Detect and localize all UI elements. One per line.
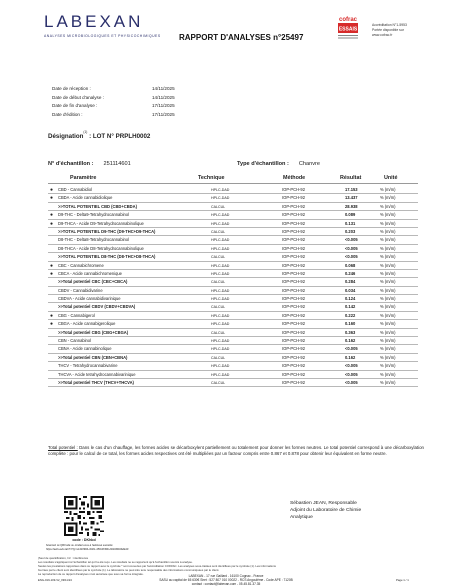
table-row bbox=[48, 320, 418, 328]
page-number: Page 1 / 1 bbox=[396, 578, 409, 582]
bullet-icon: ● bbox=[50, 212, 54, 219]
unit-cell: % (m/m) bbox=[380, 195, 396, 201]
table-row bbox=[48, 312, 418, 320]
unit-cell: % (m/m) bbox=[380, 279, 396, 285]
date-value: 14/11/2025 bbox=[152, 86, 175, 91]
param-cell: CBNA - Acide cannabinolique bbox=[58, 346, 112, 352]
sample-type-label: Type d'échantillon : bbox=[237, 161, 289, 167]
dates-block bbox=[52, 85, 175, 119]
unit-cell: % (m/m) bbox=[380, 338, 396, 344]
unit-cell: % (m/m) bbox=[380, 245, 396, 251]
param-cell: >>TOTAL POTENTIEL CBD (CBD+CBDA) bbox=[58, 203, 137, 209]
header-unit: Unité bbox=[384, 175, 398, 181]
method-cell: IOP-PCH-92 bbox=[282, 338, 305, 344]
technique-cell: HPLC-DAD bbox=[211, 246, 230, 251]
unit-cell: % (m/m) bbox=[380, 329, 396, 335]
unit-cell: % (m/m) bbox=[380, 287, 396, 293]
method-cell: IOP-PCH-92 bbox=[282, 363, 305, 369]
result-cell: <0.005 bbox=[345, 245, 358, 251]
result-cell: 13.437 bbox=[345, 195, 358, 201]
table-row bbox=[48, 345, 418, 353]
cofrac-badge-icon bbox=[336, 13, 360, 43]
method-cell: IOP-PCH-92 bbox=[282, 203, 305, 209]
method-cell: IOP-PCH-92 bbox=[282, 212, 305, 218]
report-title: RAPPORT D'ANALYSES n°25497 bbox=[179, 33, 304, 42]
table-row bbox=[48, 287, 418, 295]
sample-number-label: N° d'échantillon : bbox=[48, 161, 94, 167]
results-table-body bbox=[48, 186, 418, 387]
param-cell: D9-THC - Delta9-Tetrahydrocannabinol bbox=[58, 212, 129, 218]
date-row bbox=[52, 94, 175, 103]
result-cell: 0.162 bbox=[345, 338, 356, 344]
unit-cell: % (m/m) bbox=[380, 321, 396, 327]
bullet-icon: ● bbox=[50, 220, 54, 227]
result-cell: <0.005 bbox=[345, 237, 358, 243]
unit-cell: % (m/m) bbox=[380, 346, 396, 352]
signature-line: Sébastien JEAN, Responsable bbox=[290, 501, 357, 506]
table-row bbox=[48, 371, 418, 379]
bullet-icon: ● bbox=[50, 312, 54, 319]
table-row bbox=[48, 228, 418, 236]
unit-cell: % (m/m) bbox=[380, 312, 396, 318]
note-text: Dans le cas d'un chauffage, les formes acides se décarboxylent partiellement ou totalement pour donner les formes neutres. Le total potentiel correspond à une décarboxylation complète : pour le calcul de ce total, les formes acides respectives ont été multipliées par un facteur compris entre 0.867 et 0.878 pour obtenir leur équivalent en forme neutre. bbox=[48, 445, 424, 457]
technique-cell: CALCUL bbox=[211, 229, 226, 234]
param-cell: >>Total potentiel THCV (THCV+THCVA) bbox=[58, 379, 134, 385]
result-cell: 0.131 bbox=[345, 220, 356, 226]
method-cell: IOP-PCH-92 bbox=[282, 312, 305, 318]
param-cell: D8-THC - Delta8-Tetrahydrocannabinol bbox=[58, 237, 129, 243]
technique-cell: HPLC-DAD bbox=[211, 238, 230, 243]
cofrac-sub: ESSAIS bbox=[338, 26, 358, 33]
param-cell: CBN - Cannabinol bbox=[58, 338, 91, 344]
method-cell: IOP-PCH-92 bbox=[282, 304, 305, 310]
unit-cell: % (m/m) bbox=[380, 228, 396, 234]
signature-line: Analytique bbox=[290, 515, 313, 521]
date-row bbox=[52, 102, 175, 111]
date-label: Date d'édition : bbox=[52, 111, 83, 117]
unit-cell: % (m/m) bbox=[380, 304, 396, 310]
unit-cell: % (m/m) bbox=[380, 254, 396, 260]
technique-cell: HPLC-DAD bbox=[211, 313, 230, 318]
total-potential-note bbox=[48, 445, 424, 458]
accreditation-line: www.cofrac.fr bbox=[372, 33, 393, 37]
param-cell: CBDVA - Acide cannabidivarinique bbox=[58, 296, 121, 302]
method-cell: IOP-PCH-92 bbox=[282, 195, 305, 201]
method-cell: IOP-PCH-92 bbox=[282, 346, 305, 352]
param-cell: CBDV - Cannabidivarine bbox=[58, 287, 103, 293]
technique-cell: HPLC-DAD bbox=[211, 288, 230, 293]
result-cell: 0.068 bbox=[345, 262, 356, 268]
designation-value: : LOT N° PRPLH0002 bbox=[89, 133, 151, 141]
method-cell: IOP-PCH-92 bbox=[282, 379, 305, 385]
qr-code-icon bbox=[64, 496, 104, 536]
method-cell: IOP-PCH-92 bbox=[282, 354, 305, 360]
param-cell: THCVA - Acide tetrahydrocannabivarinique bbox=[58, 371, 136, 377]
result-cell: <0.005 bbox=[345, 346, 358, 352]
unit-cell: % (m/m) bbox=[380, 379, 396, 385]
result-cell: 0.034 bbox=[345, 287, 356, 293]
unit-cell: % (m/m) bbox=[380, 237, 396, 243]
result-cell: <0.005 bbox=[345, 379, 358, 385]
param-cell: CBC - Cannabichromene bbox=[58, 262, 104, 268]
date-label: Date de réception : bbox=[52, 86, 91, 91]
result-cell: <0.005 bbox=[345, 254, 358, 260]
logo-subtitle: ANALYSES MICROBIOLOGIQUES ET PHYSICOCHIMIQUES bbox=[44, 34, 161, 38]
footer-line: SASU au capital de 65 630€ Siret : 527 807 010 00022 - RCS Angoulême - Code APE : 7120B bbox=[159, 578, 293, 583]
result-cell: 0.142 bbox=[345, 304, 356, 310]
table-row bbox=[48, 211, 418, 219]
table-row bbox=[48, 303, 418, 311]
technique-cell: CALCUL bbox=[211, 255, 226, 260]
page-footer bbox=[100, 574, 352, 587]
date-row bbox=[52, 111, 175, 120]
param-cell: CBG - Cannabigerol bbox=[58, 312, 95, 318]
unit-cell: % (m/m) bbox=[380, 363, 396, 369]
method-cell: IOP-PCH-92 bbox=[282, 187, 305, 192]
technique-cell: CALCUL bbox=[211, 380, 226, 385]
unit-cell: % (m/m) bbox=[380, 354, 396, 360]
param-cell: CBCA - Acide cannabichromenique bbox=[58, 270, 122, 276]
logo-text: LABEXAN bbox=[44, 12, 144, 31]
unit-cell: % (m/m) bbox=[380, 187, 396, 192]
technique-cell: CALCUL bbox=[211, 330, 226, 335]
method-cell: IOP-PCH-92 bbox=[282, 279, 305, 285]
table-row bbox=[48, 270, 418, 278]
param-cell: THCV - Tetrahydrocannabivarine bbox=[58, 363, 118, 369]
unit-cell: % (m/m) bbox=[380, 270, 396, 276]
table-row bbox=[48, 354, 418, 362]
qr-caption-url[interactable]: https://web-auto.lab??/?g=s1418994-/2021-450UICBD-2D16FD042EAF bbox=[46, 547, 129, 551]
result-cell: 0.203 bbox=[345, 228, 356, 234]
header-result: Résultat bbox=[340, 175, 362, 181]
param-cell: >>TOTAL POTENTIEL D8-THC (D8-THC+D8-THCA) bbox=[58, 254, 156, 260]
method-cell: IOP-PCH-92 bbox=[282, 371, 305, 377]
technique-cell: CALCUL bbox=[211, 280, 226, 285]
table-row bbox=[48, 245, 418, 253]
result-cell: 0.363 bbox=[345, 329, 356, 335]
result-cell: 0.222 bbox=[345, 312, 356, 318]
table-row bbox=[48, 329, 418, 337]
table-row bbox=[48, 203, 418, 211]
date-value: 17/11/2025 bbox=[152, 103, 175, 109]
technique-cell: HPLC-DAD bbox=[211, 213, 230, 218]
result-cell: <0.005 bbox=[345, 371, 358, 377]
method-cell: IOP-PCH-92 bbox=[282, 262, 305, 268]
technique-cell: CALCUL bbox=[211, 305, 226, 310]
table-row bbox=[48, 278, 418, 286]
technique-cell: HPLC-DAD bbox=[211, 221, 230, 226]
unit-cell: % (m/m) bbox=[380, 371, 396, 377]
method-cell: IOP-PCH-92 bbox=[282, 254, 305, 260]
result-cell: 0.160 bbox=[345, 321, 356, 327]
footnote-line: fournies par le client sont identifiées par le symbole (1). Le laboratoire ne peut être tenu responsable des informations communiquées par le client. bbox=[38, 567, 220, 572]
method-cell: IOP-PCH-92 bbox=[282, 321, 305, 327]
technique-cell: HPLC-DAD bbox=[211, 364, 230, 369]
table-row bbox=[48, 262, 418, 270]
param-cell: >>TOTAL POTENTIEL D9-THC (D9-THC+D9-THCA) bbox=[58, 228, 156, 234]
bullet-icon: ● bbox=[50, 195, 54, 202]
sample-type-value: Chanvre bbox=[298, 161, 321, 167]
method-cell: IOP-PCH-92 bbox=[282, 237, 305, 243]
bullet-icon: ● bbox=[50, 321, 54, 328]
footnote-line: Seules les prestations rapportées dans ce rapport avec le symbole * sont couvertes par l'accréditation COFRAC. Les analyses sous-traitées sont identifiées par le symbole (1). Les informations bbox=[38, 563, 276, 568]
bullet-icon: ● bbox=[50, 270, 54, 277]
table-row bbox=[48, 186, 418, 194]
unit-cell: % (m/m) bbox=[380, 212, 396, 218]
method-cell: IOP-PCH-92 bbox=[282, 329, 305, 335]
footer-line: LABEXAN - 17 rue Gaillard - 16100 Cognac - France bbox=[188, 574, 264, 578]
table-row bbox=[48, 379, 418, 387]
result-cell: 0.246 bbox=[345, 270, 356, 276]
designation-sup: (1) bbox=[83, 130, 88, 134]
sample-number-value: 251114601 bbox=[103, 161, 131, 167]
result-cell: <0.005 bbox=[345, 363, 358, 369]
result-cell: 0.284 bbox=[345, 279, 356, 285]
method-cell: IOP-PCH-92 bbox=[282, 296, 305, 302]
technique-cell: HPLC-DAD bbox=[211, 322, 230, 327]
technique-cell: HPLC-DAD bbox=[211, 188, 230, 192]
table-row bbox=[48, 194, 418, 202]
param-cell: CBD - Cannabidiol bbox=[58, 187, 92, 192]
footer-contact[interactable]: contact : contact@labexan.com - 05.45.81.37.35 bbox=[191, 582, 261, 587]
signature-line: Adjoint du Laboratoire de Chimie bbox=[290, 508, 362, 514]
document-reference: ENG-019-109-V2_09/11/24 bbox=[38, 578, 72, 582]
technique-cell: CALCUL bbox=[211, 355, 226, 360]
table-row bbox=[48, 337, 418, 345]
sample-type bbox=[237, 161, 320, 167]
table-row bbox=[48, 253, 418, 261]
result-cell: 0.089 bbox=[345, 212, 356, 218]
footnote-line: Les résultats s'appliquent à l'échantillon tel qu'il a été reçu. Les résultats ne se rapportent qu'à l'échantillon soumis à analyse. bbox=[38, 559, 193, 564]
param-cell: >>Total potentiel CBN (CBN+CBNA) bbox=[58, 354, 128, 360]
result-cell: 0.124 bbox=[345, 296, 356, 302]
footnote-line: La reproduction de ce rapport d'analyses n'est autorisée que sous sa forme intégrale. bbox=[38, 571, 144, 576]
method-cell: IOP-PCH-92 bbox=[282, 245, 305, 251]
header-param: Paramètre bbox=[70, 175, 97, 181]
technique-cell: CALCUL bbox=[211, 204, 226, 209]
technique-cell: HPLC-DAD bbox=[211, 339, 230, 344]
date-label: Date de début d'analyse : bbox=[52, 94, 104, 100]
signature-block bbox=[290, 500, 361, 522]
accreditation-info bbox=[372, 23, 407, 38]
header-technique: Technique bbox=[198, 175, 225, 181]
unit-cell: % (m/m) bbox=[380, 220, 396, 226]
unit-cell: % (m/m) bbox=[380, 296, 396, 302]
param-cell: >>Total potentiel CBG (CBG+CBGA) bbox=[58, 329, 129, 335]
table-row bbox=[48, 220, 418, 228]
technique-cell: HPLC-DAD bbox=[211, 196, 230, 201]
result-cell: 28.938 bbox=[345, 203, 358, 209]
date-value: 17/11/2025 bbox=[152, 111, 175, 117]
param-cell: CBDA - Acide cannabidiolique bbox=[58, 195, 113, 201]
bullet-icon: ● bbox=[50, 187, 54, 193]
accreditation-line: Accréditation N°1-5953 bbox=[372, 23, 407, 27]
method-cell: IOP-PCH-92 bbox=[282, 270, 305, 276]
technique-cell: HPLC-DAD bbox=[211, 263, 230, 268]
result-cell: 17.153 bbox=[345, 187, 358, 192]
date-label: Date de fin d'analyse : bbox=[52, 103, 98, 109]
technique-cell: HPLC-DAD bbox=[211, 372, 230, 377]
results-table-header bbox=[48, 175, 418, 184]
date-value: 14/11/2025 bbox=[152, 94, 175, 100]
table-row bbox=[48, 295, 418, 303]
technique-cell: HPLC-DAD bbox=[211, 347, 230, 352]
header-method: Méthode bbox=[283, 175, 306, 181]
bullet-icon: ● bbox=[50, 262, 54, 269]
param-cell: D9-THCA - Acide D9-Tetrahydrocannabinolique bbox=[58, 220, 144, 226]
param-cell: >>Total potentiel CBC (CBC+CBCA) bbox=[58, 279, 128, 285]
unit-cell: % (m/m) bbox=[380, 262, 396, 268]
technique-cell: HPLC-DAD bbox=[211, 271, 230, 276]
param-cell: CBGA - Acide cannabigerolique bbox=[58, 321, 116, 327]
method-cell: IOP-PCH-92 bbox=[282, 228, 305, 234]
qr-caption bbox=[46, 544, 130, 551]
footnote-line: (Seul de quantification, Inf. : interférence bbox=[38, 556, 89, 560]
param-cell: >>Total potentiel CBDV (CBDV+CBDVA) bbox=[58, 304, 136, 310]
table-row bbox=[48, 236, 418, 244]
labexan-logo bbox=[44, 12, 164, 52]
designation bbox=[48, 132, 150, 140]
cofrac-label: cofrac bbox=[338, 17, 358, 23]
unit-cell: % (m/m) bbox=[380, 203, 396, 209]
accreditation-line: Portée disponible sur bbox=[372, 28, 404, 32]
method-cell: IOP-PCH-92 bbox=[282, 287, 305, 293]
param-cell: D8-THCA - Acide D8-Tetrahydrocannabinolique bbox=[58, 245, 144, 251]
qr-code-label: code : DKhbd bbox=[72, 538, 96, 542]
technique-cell: HPLC-DAD bbox=[211, 297, 230, 302]
qr-caption-line: Scannez ce QRCode ou rendez-vous à l'adresse suivante bbox=[46, 544, 113, 547]
designation-label: Désignation bbox=[48, 133, 84, 141]
date-row bbox=[52, 85, 175, 94]
sample-number bbox=[48, 161, 131, 167]
result-cell: 0.162 bbox=[345, 354, 356, 360]
cofrac-logo bbox=[336, 13, 366, 49]
method-cell: IOP-PCH-92 bbox=[282, 220, 305, 226]
note-label: Total potentiel : bbox=[48, 445, 78, 450]
table-row bbox=[48, 362, 418, 370]
